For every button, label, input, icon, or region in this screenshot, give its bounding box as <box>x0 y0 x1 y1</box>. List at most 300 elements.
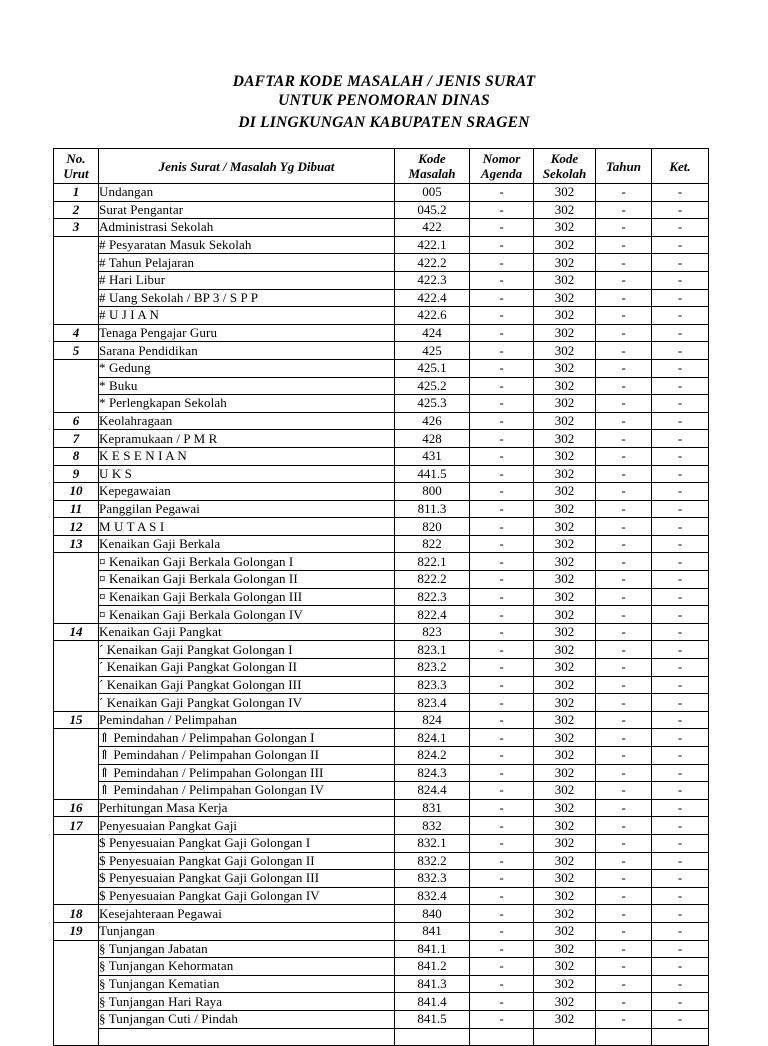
cell-nomor-agenda: - <box>470 729 534 747</box>
cell-ket: - <box>652 184 709 202</box>
cell-jenis-surat: # Tahun Pelajaran <box>99 254 395 272</box>
cell-nomor-agenda: - <box>470 447 534 465</box>
cell-jenis-surat: Panggilan Pegawai <box>99 500 395 518</box>
table-row <box>54 764 709 782</box>
table-row <box>54 254 709 272</box>
cell-kode-masalah: 822.4 <box>395 606 470 624</box>
cell-tahun <box>596 1028 652 1046</box>
cell-nomor-agenda: - <box>470 870 534 888</box>
cell-kode-masalah: 823.2 <box>395 659 470 677</box>
cell-no-urut: 1 <box>54 184 99 202</box>
cell-no-urut: 2 <box>54 201 99 219</box>
cell-nomor-agenda: - <box>470 219 534 237</box>
cell-ket: - <box>652 447 709 465</box>
table-row <box>54 465 709 483</box>
cell-kode-sekolah: 302 <box>534 465 596 483</box>
cell-kode-sekolah: 302 <box>534 782 596 800</box>
cell-ket: - <box>652 694 709 712</box>
cell-kode-masalah: 822.3 <box>395 588 470 606</box>
cell-ket: - <box>652 905 709 923</box>
cell-no-urut <box>54 359 99 412</box>
cell-kode-sekolah: 302 <box>534 764 596 782</box>
table-row <box>54 623 709 641</box>
cell-ket: - <box>652 289 709 307</box>
cell-nomor-agenda: - <box>470 184 534 202</box>
table-row <box>54 236 709 254</box>
cell-jenis-surat: $ Penyesuaian Pangkat Gaji Golongan III <box>99 870 395 888</box>
table-row <box>54 307 709 325</box>
cell-jenis-surat: Kenaikan Gaji Berkala <box>99 535 395 553</box>
cell-nomor-agenda: - <box>470 817 534 835</box>
cell-ket: - <box>652 870 709 888</box>
cell-nomor-agenda: - <box>470 641 534 659</box>
table-row <box>54 711 709 729</box>
cell-no-urut: 5 <box>54 342 99 360</box>
cell-kode-masalah: 824.1 <box>395 729 470 747</box>
cell-tahun: - <box>596 201 652 219</box>
table-header-row <box>54 149 709 184</box>
cell-tahun: - <box>596 852 652 870</box>
cell-kode-masalah: 422.1 <box>395 236 470 254</box>
cell-nomor-agenda <box>470 1028 534 1046</box>
cell-ket: - <box>652 940 709 958</box>
cell-ket: - <box>652 571 709 589</box>
cell-kode-sekolah: 302 <box>534 236 596 254</box>
cell-tahun: - <box>596 676 652 694</box>
cell-kode-masalah: 422.3 <box>395 271 470 289</box>
cell-jenis-surat: ⇑ Pemindahan / Pelimpahan Golongan I <box>99 729 395 747</box>
table-row <box>54 324 709 342</box>
table-row <box>54 271 709 289</box>
cell-ket: - <box>652 500 709 518</box>
cell-kode-masalah: 824 <box>395 711 470 729</box>
cell-tahun: - <box>596 711 652 729</box>
cell-jenis-surat: ⇑ Pemindahan / Pelimpahan Golongan III <box>99 764 395 782</box>
cell-tahun: - <box>596 958 652 976</box>
cell-jenis-surat: ⇑ Pemindahan / Pelimpahan Golongan II <box>99 747 395 765</box>
cell-kode-sekolah: 302 <box>534 324 596 342</box>
cell-kode-masalah: 823 <box>395 623 470 641</box>
cell-kode-sekolah: 302 <box>534 535 596 553</box>
cell-kode-masalah: 823.3 <box>395 676 470 694</box>
header-kode-sekolah-line-1: Kode <box>550 151 579 166</box>
cell-nomor-agenda: - <box>470 694 534 712</box>
cell-jenis-surat: * Gedung <box>99 359 395 377</box>
header-nomor-agenda-line-2: Agenda <box>480 166 523 181</box>
cell-jenis-surat: ´ Kenaikan Gaji Pangkat Golongan I <box>99 641 395 659</box>
cell-ket: - <box>652 377 709 395</box>
cell-kode-masalah: 005 <box>395 184 470 202</box>
cell-nomor-agenda: - <box>470 395 534 413</box>
cell-jenis-surat: Perhitungan Masa Kerja <box>99 799 395 817</box>
cell-no-urut: 10 <box>54 483 99 501</box>
cell-no-urut: 8 <box>54 447 99 465</box>
cell-kode-masalah: 824.2 <box>395 747 470 765</box>
cell-ket: - <box>652 430 709 448</box>
cell-kode-masalah: 428 <box>395 430 470 448</box>
cell-tahun: - <box>596 940 652 958</box>
cell-nomor-agenda: - <box>470 1010 534 1028</box>
cell-jenis-surat: Tunjangan <box>99 922 395 940</box>
cell-jenis-surat: Keolahragaan <box>99 412 395 430</box>
table-row <box>54 694 709 712</box>
cell-jenis-surat: Penyesuaian Pangkat Gaji <box>99 817 395 835</box>
table-row <box>54 1028 709 1046</box>
cell-kode-sekolah: 302 <box>534 905 596 923</box>
cell-nomor-agenda: - <box>470 254 534 272</box>
table-row <box>54 905 709 923</box>
cell-kode-masalah: 425 <box>395 342 470 360</box>
cell-ket: - <box>652 236 709 254</box>
cell-kode-sekolah: 302 <box>534 817 596 835</box>
cell-tahun: - <box>596 799 652 817</box>
cell-kode-sekolah: 302 <box>534 922 596 940</box>
document-title-line-1: DAFTAR KODE MASALAH / JENIS SURAT <box>232 73 536 90</box>
table-row <box>54 219 709 237</box>
cell-tahun: - <box>596 236 652 254</box>
cell-kode-sekolah: 302 <box>534 852 596 870</box>
table-row <box>54 1010 709 1028</box>
cell-tahun: - <box>596 395 652 413</box>
cell-nomor-agenda: - <box>470 676 534 694</box>
table-row <box>54 782 709 800</box>
cell-jenis-surat: ´ Kenaikan Gaji Pangkat Golongan IV <box>99 694 395 712</box>
cell-jenis-surat: # Pesyaratan Masuk Sekolah <box>99 236 395 254</box>
cell-tahun: - <box>596 430 652 448</box>
document-title-line-3: DI LINGKUNGAN KABUPATEN SRAGEN <box>238 114 530 131</box>
cell-tahun: - <box>596 184 652 202</box>
cell-kode-masalah: 841 <box>395 922 470 940</box>
cell-jenis-surat: ´ Kenaikan Gaji Pangkat Golongan II <box>99 659 395 677</box>
cell-tahun: - <box>596 412 652 430</box>
cell-no-urut <box>54 641 99 711</box>
cell-tahun: - <box>596 324 652 342</box>
cell-kode-sekolah: 302 <box>534 219 596 237</box>
cell-kode-sekolah: 302 <box>534 500 596 518</box>
cell-ket: - <box>652 271 709 289</box>
table-row <box>54 940 709 958</box>
cell-no-urut: 3 <box>54 219 99 237</box>
cell-kode-sekolah: 302 <box>534 201 596 219</box>
cell-nomor-agenda: - <box>470 922 534 940</box>
cell-kode-masalah: 841.4 <box>395 993 470 1011</box>
cell-ket: - <box>652 219 709 237</box>
table-row <box>54 676 709 694</box>
kode-masalah-table <box>53 148 709 1046</box>
cell-jenis-surat: § Tunjangan Cuti / Pindah <box>99 1010 395 1028</box>
cell-tahun: - <box>596 377 652 395</box>
cell-nomor-agenda: - <box>470 623 534 641</box>
cell-tahun: - <box>596 535 652 553</box>
cell-nomor-agenda: - <box>470 747 534 765</box>
cell-tahun: - <box>596 219 652 237</box>
cell-kode-sekolah: 302 <box>534 377 596 395</box>
cell-kode-sekolah: 302 <box>534 588 596 606</box>
cell-nomor-agenda: - <box>470 606 534 624</box>
cell-jenis-surat: Administrasi Sekolah <box>99 219 395 237</box>
cell-ket: - <box>652 975 709 993</box>
table-row <box>54 922 709 940</box>
cell-kode-sekolah: 302 <box>534 553 596 571</box>
cell-jenis-surat: Kepegawaian <box>99 483 395 501</box>
cell-kode-sekolah: 302 <box>534 729 596 747</box>
cell-kode-sekolah: 302 <box>534 676 596 694</box>
cell-tahun: - <box>596 623 652 641</box>
cell-nomor-agenda: - <box>470 359 534 377</box>
cell-nomor-agenda: - <box>470 905 534 923</box>
cell-nomor-agenda: - <box>470 782 534 800</box>
cell-kode-sekolah: 302 <box>534 870 596 888</box>
cell-kode-sekolah: 302 <box>534 993 596 1011</box>
cell-kode-sekolah: 302 <box>534 307 596 325</box>
cell-tahun: - <box>596 993 652 1011</box>
cell-ket: - <box>652 518 709 536</box>
cell-kode-masalah: 800 <box>395 483 470 501</box>
cell-jenis-surat: Sarana Pendidikan <box>99 342 395 360</box>
table-row <box>54 975 709 993</box>
table-row <box>54 483 709 501</box>
header-nomor-agenda <box>470 149 534 184</box>
cell-kode-sekolah: 302 <box>534 483 596 501</box>
cell-tahun: - <box>596 518 652 536</box>
cell-ket: - <box>652 676 709 694</box>
table-row <box>54 606 709 624</box>
cell-kode-masalah: 045.2 <box>395 201 470 219</box>
cell-no-urut: 19 <box>54 922 99 940</box>
cell-kode-sekolah <box>534 1028 596 1046</box>
cell-tahun: - <box>596 922 652 940</box>
table-row <box>54 659 709 677</box>
header-ket: Ket. <box>652 149 709 184</box>
cell-nomor-agenda: - <box>470 201 534 219</box>
cell-kode-sekolah: 302 <box>534 412 596 430</box>
cell-kode-masalah: 841.5 <box>395 1010 470 1028</box>
cell-nomor-agenda: - <box>470 412 534 430</box>
cell-nomor-agenda: - <box>470 483 534 501</box>
cell-ket: - <box>652 799 709 817</box>
cell-nomor-agenda: - <box>470 958 534 976</box>
header-no-urut <box>54 149 99 184</box>
cell-kode-masalah: 823.1 <box>395 641 470 659</box>
header-nomor-agenda-line-1: Nomor <box>482 151 521 166</box>
cell-no-urut: 4 <box>54 324 99 342</box>
table-row <box>54 958 709 976</box>
table-row <box>54 747 709 765</box>
header-kode-sekolah <box>534 149 596 184</box>
cell-ket: - <box>652 588 709 606</box>
cell-kode-masalah: 822.1 <box>395 553 470 571</box>
cell-tahun: - <box>596 747 652 765</box>
table-row <box>54 870 709 888</box>
cell-ket: - <box>652 342 709 360</box>
cell-tahun: - <box>596 782 652 800</box>
cell-jenis-surat: K E S E N I A N <box>99 447 395 465</box>
cell-kode-sekolah: 302 <box>534 271 596 289</box>
header-no-line-2: Urut <box>63 166 89 181</box>
cell-kode-sekolah: 302 <box>534 834 596 852</box>
cell-kode-sekolah: 302 <box>534 606 596 624</box>
header-tahun: Tahun <box>596 149 652 184</box>
cell-nomor-agenda: - <box>470 887 534 905</box>
cell-nomor-agenda: - <box>470 571 534 589</box>
cell-ket: - <box>652 764 709 782</box>
cell-nomor-agenda: - <box>470 834 534 852</box>
header-kode-masalah <box>395 149 470 184</box>
cell-nomor-agenda: - <box>470 518 534 536</box>
cell-kode-sekolah: 302 <box>534 940 596 958</box>
cell-kode-masalah <box>395 1028 470 1046</box>
cell-no-urut <box>54 834 99 904</box>
cell-kode-sekolah: 302 <box>534 958 596 976</box>
cell-nomor-agenda: - <box>470 465 534 483</box>
cell-jenis-surat: Kesejahteraan Pegawai <box>99 905 395 923</box>
cell-tahun: - <box>596 606 652 624</box>
cell-tahun: - <box>596 342 652 360</box>
cell-jenis-surat: $ Penyesuaian Pangkat Gaji Golongan I <box>99 834 395 852</box>
header-kode-masalah-line-1: Kode <box>418 151 446 166</box>
cell-jenis-surat: ¤ Kenaikan Gaji Berkala Golongan III <box>99 588 395 606</box>
cell-kode-masalah: 425.2 <box>395 377 470 395</box>
cell-ket: - <box>652 729 709 747</box>
cell-nomor-agenda: - <box>470 377 534 395</box>
table-row <box>54 993 709 1011</box>
cell-no-urut: 16 <box>54 799 99 817</box>
cell-kode-masalah: 832.4 <box>395 887 470 905</box>
cell-tahun: - <box>596 483 652 501</box>
cell-ket: - <box>652 254 709 272</box>
cell-kode-masalah: 422.2 <box>395 254 470 272</box>
cell-tahun: - <box>596 834 652 852</box>
cell-nomor-agenda: - <box>470 342 534 360</box>
cell-jenis-surat: Pemindahan / Pelimpahan <box>99 711 395 729</box>
cell-kode-sekolah: 302 <box>534 571 596 589</box>
table-row <box>54 553 709 571</box>
cell-kode-sekolah: 302 <box>534 395 596 413</box>
table-row <box>54 359 709 377</box>
cell-kode-sekolah: 302 <box>534 518 596 536</box>
cell-kode-sekolah: 302 <box>534 694 596 712</box>
cell-jenis-surat: ¤ Kenaikan Gaji Berkala Golongan IV <box>99 606 395 624</box>
cell-ket: - <box>652 535 709 553</box>
cell-no-urut <box>54 940 99 1046</box>
cell-kode-sekolah: 302 <box>534 623 596 641</box>
table-row <box>54 641 709 659</box>
header-no-line-1: No. <box>66 151 86 166</box>
table-row <box>54 852 709 870</box>
cell-ket: - <box>652 395 709 413</box>
cell-kode-masalah: 822.2 <box>395 571 470 589</box>
cell-no-urut: 9 <box>54 465 99 483</box>
cell-nomor-agenda: - <box>470 236 534 254</box>
cell-ket: - <box>652 887 709 905</box>
cell-tahun: - <box>596 641 652 659</box>
table-row <box>54 834 709 852</box>
cell-tahun: - <box>596 588 652 606</box>
cell-nomor-agenda: - <box>470 289 534 307</box>
cell-ket: - <box>652 606 709 624</box>
cell-jenis-surat: ´ Kenaikan Gaji Pangkat Golongan III <box>99 676 395 694</box>
cell-tahun: - <box>596 447 652 465</box>
table-row <box>54 377 709 395</box>
cell-kode-masalah: 425.1 <box>395 359 470 377</box>
cell-tahun: - <box>596 571 652 589</box>
cell-tahun: - <box>596 1010 652 1028</box>
cell-kode-sekolah: 302 <box>534 799 596 817</box>
cell-kode-masalah: 441.5 <box>395 465 470 483</box>
cell-nomor-agenda: - <box>470 799 534 817</box>
cell-jenis-surat: Kenaikan Gaji Pangkat <box>99 623 395 641</box>
cell-jenis-surat: U K S <box>99 465 395 483</box>
cell-kode-masalah: 820 <box>395 518 470 536</box>
cell-no-urut: 14 <box>54 623 99 641</box>
cell-jenis-surat: ⇑ Pemindahan / Pelimpahan Golongan IV <box>99 782 395 800</box>
cell-kode-sekolah: 302 <box>534 887 596 905</box>
cell-ket: - <box>652 747 709 765</box>
table-row <box>54 447 709 465</box>
table-row <box>54 289 709 307</box>
cell-jenis-surat: § Tunjangan Jabatan <box>99 940 395 958</box>
cell-ket: - <box>652 201 709 219</box>
cell-kode-masalah: 426 <box>395 412 470 430</box>
cell-kode-sekolah: 302 <box>534 747 596 765</box>
table-row <box>54 184 709 202</box>
cell-tahun: - <box>596 307 652 325</box>
cell-ket: - <box>652 307 709 325</box>
cell-jenis-surat: ¤ Kenaikan Gaji Berkala Golongan II <box>99 571 395 589</box>
cell-jenis-surat: Surat Pengantar <box>99 201 395 219</box>
cell-nomor-agenda: - <box>470 764 534 782</box>
cell-nomor-agenda: - <box>470 535 534 553</box>
cell-jenis-surat: # Hari Libur <box>99 271 395 289</box>
cell-no-urut: 13 <box>54 535 99 553</box>
cell-kode-sekolah: 302 <box>534 641 596 659</box>
cell-ket: - <box>652 782 709 800</box>
cell-jenis-surat: $ Penyesuaian Pangkat Gaji Golongan II <box>99 852 395 870</box>
cell-ket: - <box>652 623 709 641</box>
cell-ket: - <box>652 922 709 940</box>
cell-nomor-agenda: - <box>470 307 534 325</box>
cell-jenis-surat: § Tunjangan Kehormatan <box>99 958 395 976</box>
cell-kode-sekolah: 302 <box>534 975 596 993</box>
cell-kode-sekolah: 302 <box>534 430 596 448</box>
table-row <box>54 500 709 518</box>
header-jenis-surat: Jenis Surat / Masalah Yg Dibuat <box>99 149 395 184</box>
cell-kode-sekolah: 302 <box>534 254 596 272</box>
cell-no-urut: 11 <box>54 500 99 518</box>
cell-jenis-surat: ¤ Kenaikan Gaji Berkala Golongan I <box>99 553 395 571</box>
cell-kode-masalah: 424 <box>395 324 470 342</box>
cell-no-urut <box>54 553 99 623</box>
table-row <box>54 518 709 536</box>
cell-ket: - <box>652 993 709 1011</box>
cell-kode-masalah: 425.3 <box>395 395 470 413</box>
cell-kode-masalah: 811.3 <box>395 500 470 518</box>
cell-nomor-agenda: - <box>470 975 534 993</box>
cell-tahun: - <box>596 817 652 835</box>
cell-kode-masalah: 824.3 <box>395 764 470 782</box>
cell-tahun: - <box>596 553 652 571</box>
cell-kode-sekolah: 302 <box>534 659 596 677</box>
cell-jenis-surat: Undangan <box>99 184 395 202</box>
cell-jenis-surat: # U J I A N <box>99 307 395 325</box>
cell-nomor-agenda: - <box>470 852 534 870</box>
table-row <box>54 887 709 905</box>
cell-tahun: - <box>596 465 652 483</box>
cell-jenis-surat: Tenaga Pengajar Guru <box>99 324 395 342</box>
cell-kode-masalah: 422.4 <box>395 289 470 307</box>
cell-tahun: - <box>596 887 652 905</box>
table-row <box>54 412 709 430</box>
